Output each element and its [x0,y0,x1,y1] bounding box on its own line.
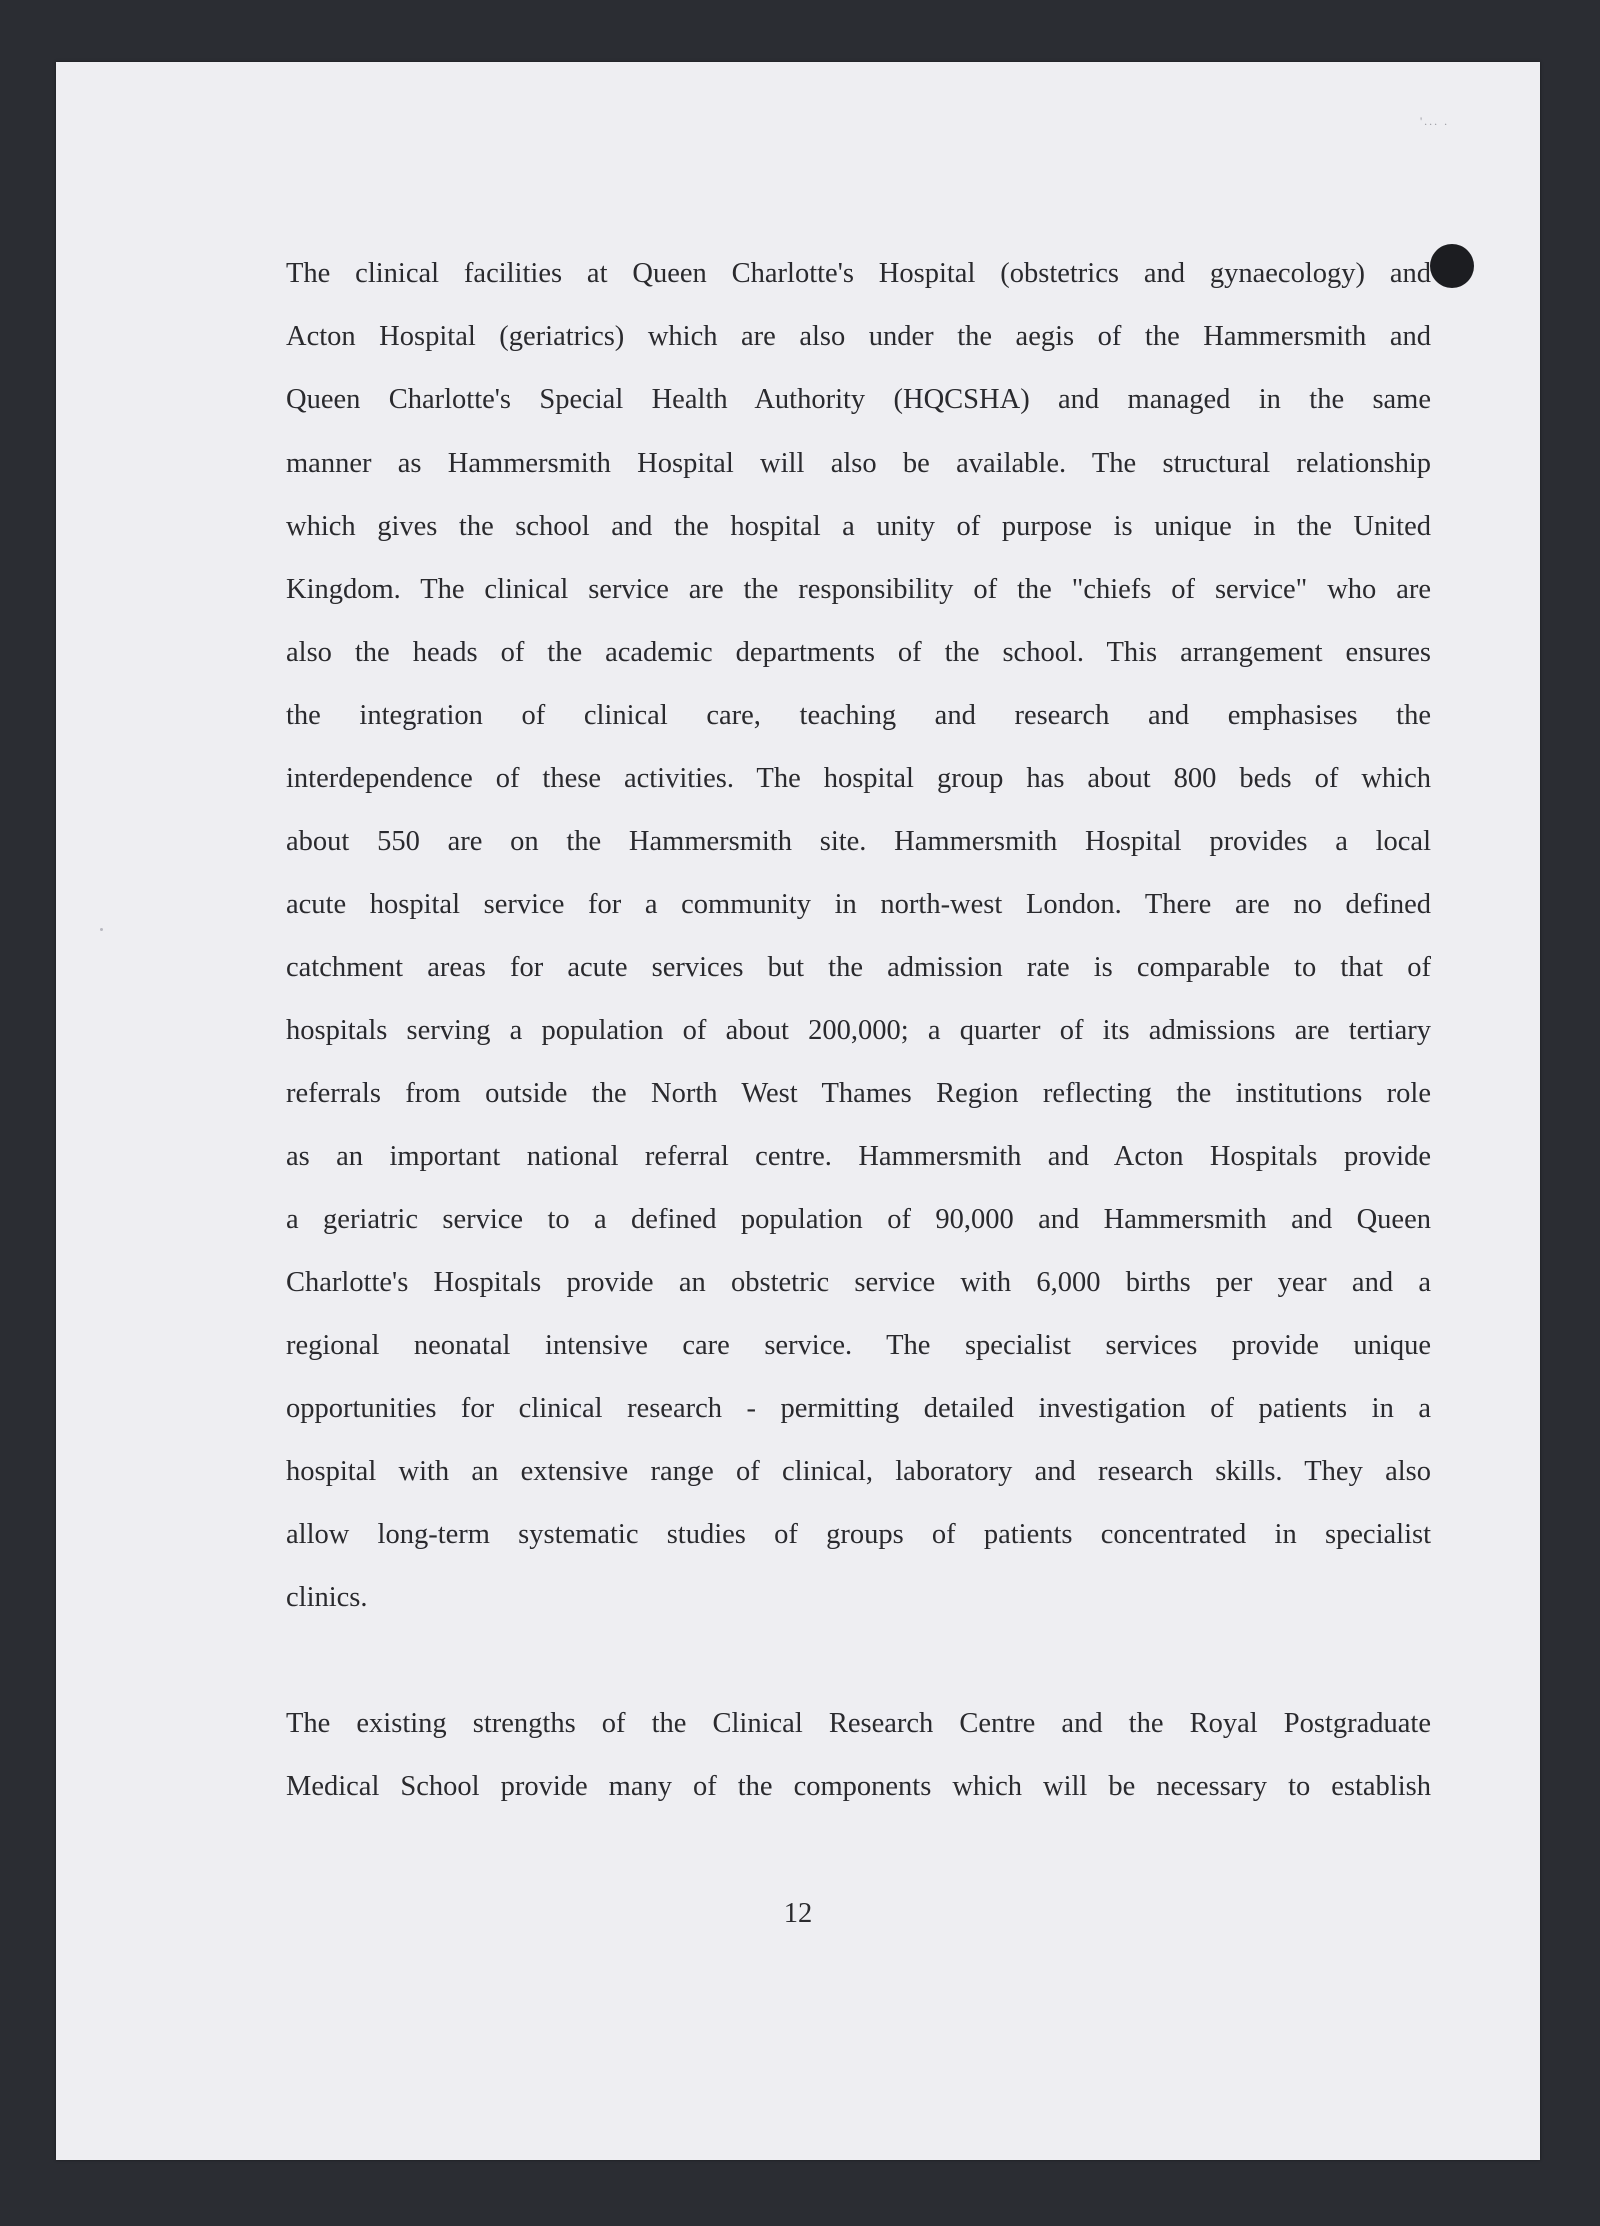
document-page [56,62,1540,2160]
text-line: catchment areas for acute services but the admission rate is comparable to that of [286,952,1431,983]
text-line: allow long-term systematic studies of groups of patients concentrated in specialist [286,1519,1431,1550]
text-line: Charlotte's Hospitals provide an obstetric service with 6,000 births per year and a [286,1267,1431,1298]
text-line: a geriatric service to a defined population of 90,000 and Hammersmith and Queen [286,1204,1431,1235]
text-line: interdependence of these activities. The hospital group has about 800 beds of which [286,763,1431,794]
text-line: acute hospital service for a community in north-west London. There are no defined [286,889,1431,920]
text-line: hospital with an extensive range of clinical, laboratory and research skills. They also [286,1456,1431,1487]
text-line: which gives the school and the hospital a unity of purpose is unique in the United [286,511,1431,542]
text-line: regional neonatal intensive care service. The specialist services provide unique [286,1330,1431,1361]
text-line: the integration of clinical care, teaching and research and emphasises the [286,700,1431,731]
text-line: as an important national referral centre. Hammersmith and Acton Hospitals provide [286,1141,1431,1172]
punch-hole [1430,244,1474,288]
text-line: Kingdom. The clinical service are the responsibility of the "chiefs of service" who are [286,574,1431,605]
paper-speck [100,928,103,931]
corner-mark: '... . [1420,114,1450,128]
text-line: referrals from outside the North West Thames Region reflecting the institutions role [286,1078,1431,1109]
text-line: about 550 are on the Hammersmith site. Hammersmith Hospital provides a local [286,826,1431,857]
text-line: manner as Hammersmith Hospital will also be available. The structural relationship [286,448,1431,479]
text-line: Medical School provide many of the components which will be necessary to establish [286,1771,1431,1802]
text-line: The existing strengths of the Clinical Research Centre and the Royal Postgraduate [286,1708,1431,1739]
page-number: 12 [783,1898,813,1929]
text-line: Queen Charlotte's Special Health Authority (HQCSHA) and managed in the same [286,384,1431,415]
text-line: The clinical facilities at Queen Charlotte's Hospital (obstetrics and gynaecology) and [286,258,1431,289]
text-line: clinics. [286,1582,368,1613]
text-line: Acton Hospital (geriatrics) which are also under the aegis of the Hammersmith and [286,321,1431,352]
text-line: also the heads of the academic departments of the school. This arrangement ensures [286,637,1431,668]
text-line: opportunities for clinical research - permitting detailed investigation of patients in a [286,1393,1431,1424]
text-line: hospitals serving a population of about 200,000; a quarter of its admissions are tertiary [286,1015,1431,1046]
